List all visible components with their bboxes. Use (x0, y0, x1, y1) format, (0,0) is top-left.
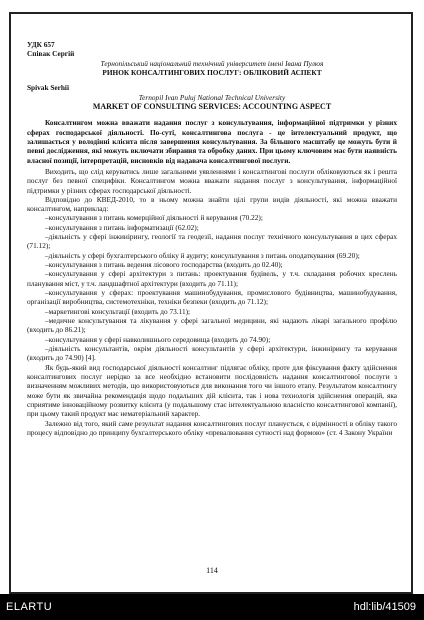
handle-id: hdl:lib/41509 (353, 601, 416, 613)
list-item: –консультування з питань ведення лісового господарства (входить до 02.40); (45, 260, 283, 270)
document-body (27, 40, 397, 437)
article-title-en: MARKET OF CONSULTING SERVICES: ACCOUNTING ASPECT (92, 101, 332, 111)
list-item: –діяльність у сфері інжинірингу, геології та геодезії, надання послуг технічного консультування в цих сферах (71.12); (27, 232, 397, 251)
author-name: Співак Сергій (27, 49, 75, 59)
author-name-en: Spivak Serhii (27, 83, 69, 93)
list-item: –консультування у сфері навколишнього середовища (входить до 74.90); (45, 334, 271, 344)
list-item: –маркетингові консультації (входить до 73.11); (45, 306, 191, 316)
paragraph: Як будь-який вид господарської діяльності консалтинг підлягає обліку, проте для фіксування факту здійснення консалтингових послуг нерідко за все необхідно встановити послідовність надання консалтингової послуги з визначенням можливих методів, що використовуються для виконання того чи іншого етапу. Результатом консалтингу може бути як звичайна рекомендація щодо подальших дій клієнта, так і нова технологія здійснення операцій, яка сприятиме інноваційному розвитку клієнта (у подальшому стає інтелектуальною власністю консалтингової компанії), при цьому такий продукт має нематеріальний характер. (27, 362, 397, 419)
udk-code: УДК 657 (27, 40, 55, 49)
repository-name: ELARTU (6, 601, 53, 613)
paragraph: Залежно від того, який саме результат надання консалтингових послуг планується, є відмінності в обліку такого процесу відповідно до принципу бухгалтерського обліку «превалювання сутності над формою» (ст. 4 Закону України (27, 418, 397, 438)
affiliation-en: Ternopil Ivan Puluj National Technical University (138, 92, 286, 102)
list-item: –діяльність консультантів, окрім діяльності консультантів у сфері архітектури, інжинірингу та керування (входить до 74.90) [4]. (27, 344, 397, 363)
affiliation: Тернопільський національний технічний університет імені Івана Пулюя (100, 58, 324, 68)
list-item: –медичне консультування та лікування у сфері загальної медицини, які надають лікарі загального профілю (входить до 86.21); (27, 316, 397, 335)
paragraph: Відповідно до КВЕД-2010, то в ньому можна знайти цілі групи видів діяльності, які можна вважати консалтингом, наприклад: (27, 194, 397, 214)
article-title: РИНОК КОНСАЛТИНГОВИХ ПОСЛУГ: ОБЛІКОВИЙ АСПЕКТ (102, 67, 322, 77)
list-item: –діяльність у сфері бухгалтерського обліку й аудиту; консультування з питань оподаткування (69.20); (45, 250, 360, 260)
list-item: –консультування з питань інформатизації (62.02); (45, 222, 199, 232)
page-number: 114 (206, 566, 218, 575)
list-item: –консультування у сфері архітектури з питань: проектування будівель, у т.ч. складання робочих креслень планування міст, у т.ч. ландшафтної архітектури (входить до 71.11); (27, 269, 397, 288)
list-item: –консультування у сферах: проектування машинобудування, промислового будівництва, машинобудування, організації виробництва, системотехніки, техніки безпеки (входить до 71.12); (27, 288, 397, 307)
paragraph: Виходить, що слід керуватись лише загальними уявленнями і консалтингові послуги обліковуються як і решта послуг без певної специфіки. Консалтингом можна вважати надання послуг з консультування, інформаційної підтримки у різних сферах господарської діяльності. (27, 166, 397, 195)
footer-bar (0, 594, 424, 620)
list-item: –консультування з питань комерційної діяльності й керування (70.22); (45, 213, 263, 223)
abstract: Консалтингом можна вважати надання послуг з консультування, інформаційної підтримки у різних сферах господарської діяльності. По-суті, консалтингова послуга - це інтелектуальний продукт, що залишається у володінні клієнта після завершення консультування. За більшого масштабу це можуть бути й певні дослідження, які можуть включати збирання та обробку даних. При цьому ключовим має бути наявність власної позиції, інтерпретацій, висновків від надавача консалтингової послуги. (27, 118, 397, 165)
